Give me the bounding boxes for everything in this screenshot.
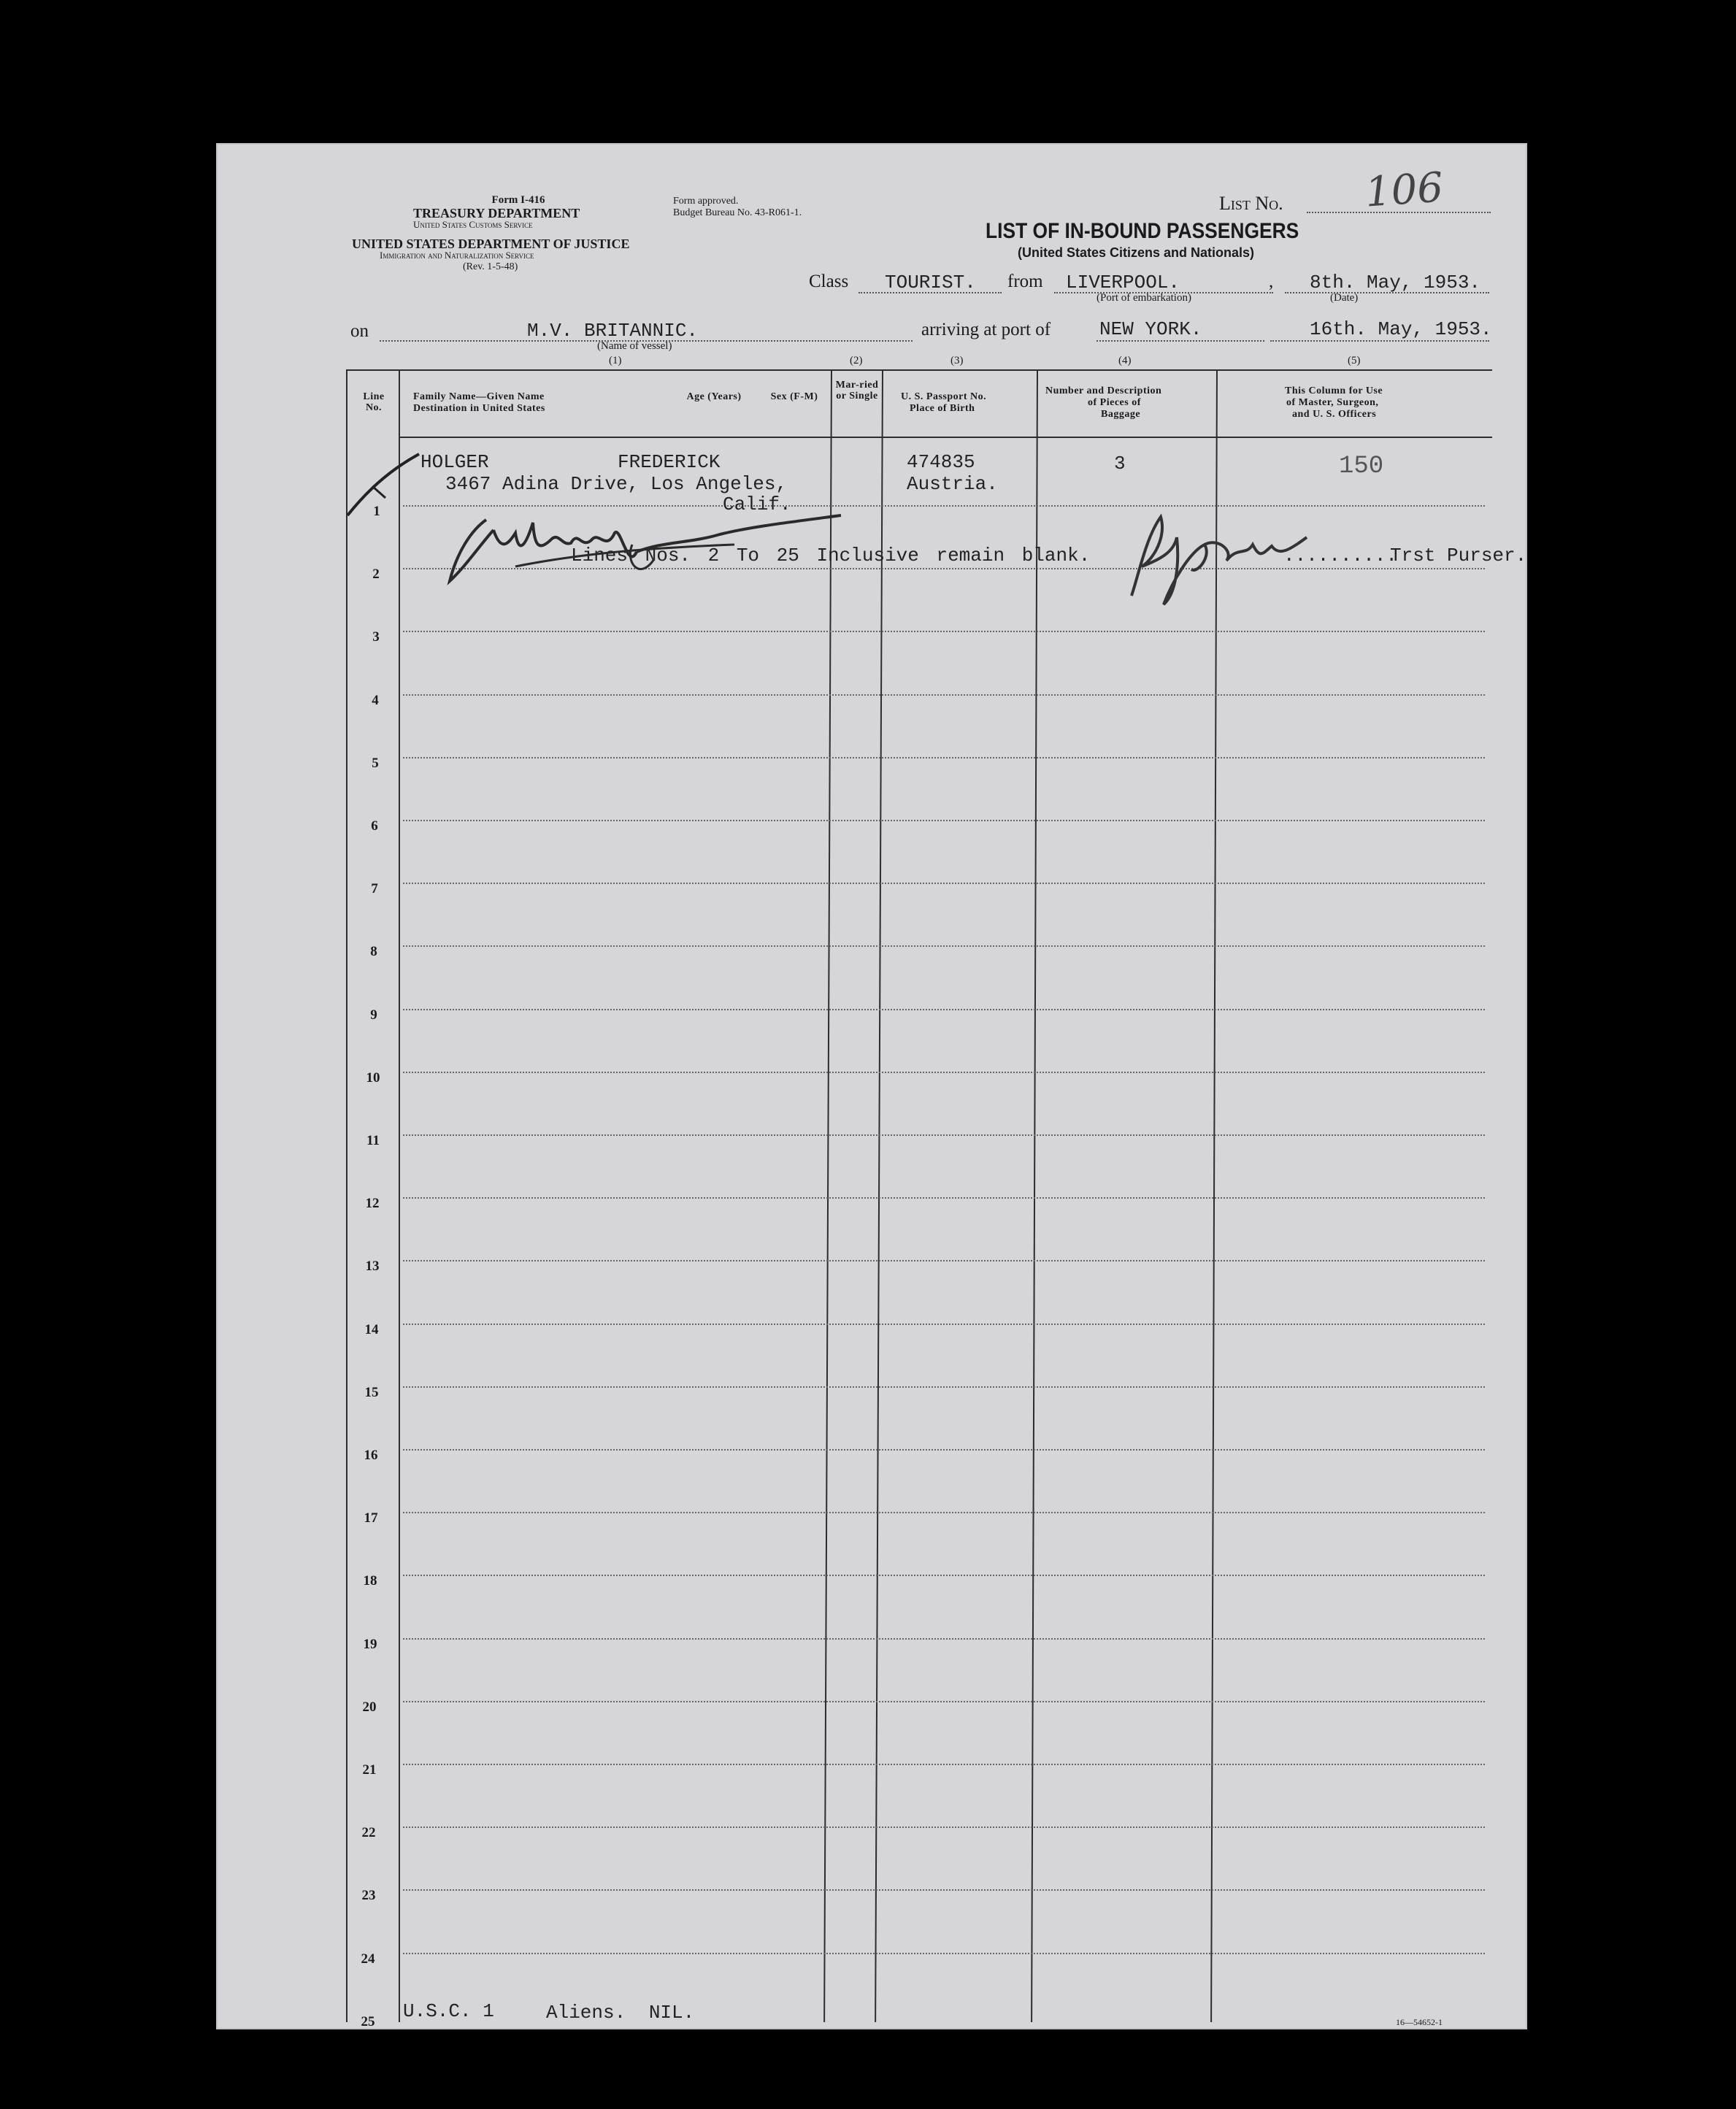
vessel-caption: (Name of vessel) (597, 340, 672, 352)
line-number: 8 (370, 944, 377, 959)
entry-given-name: FREDERICK (618, 451, 721, 473)
entry-family-name: HOLGER (420, 451, 489, 473)
blank-lines-note: Lines Nos. 2 To 25 Inclusive remain blank. (571, 545, 1091, 566)
line-rule (403, 1072, 1485, 1073)
line-number: 25 (361, 2014, 375, 2029)
caption-2: (2) (850, 355, 863, 366)
line-rule (403, 1009, 1485, 1010)
form-approved: Form approved. (673, 196, 739, 207)
line-number: 10 (366, 1070, 380, 1086)
line-rule (403, 1575, 1485, 1576)
line-number: 4 (372, 693, 379, 708)
manifest-page (216, 143, 1527, 2029)
line-rule (403, 631, 1485, 632)
entry-officer-mark: 150 (1339, 453, 1384, 480)
col-head-birthplace: Place of Birth (910, 403, 975, 414)
line-number: 13 (365, 1259, 380, 1274)
check-mark (343, 450, 423, 520)
col-head-sex: Sex (F-M) (770, 391, 818, 402)
line-rule (403, 1701, 1485, 1702)
line-rule (403, 694, 1485, 696)
line-number: 11 (366, 1133, 380, 1148)
col-head-destination: Destination in United States (413, 403, 545, 414)
arrival-port: NEW YORK. (1099, 318, 1202, 340)
date-caption: (Date) (1330, 292, 1359, 304)
col-head-officers-1: This Column for Use (1285, 385, 1383, 396)
line-rule (403, 1638, 1485, 1640)
line-number: 23 (361, 1888, 376, 1903)
line-rule (403, 1764, 1485, 1765)
table-head-rule (400, 437, 1492, 438)
line-number: 18 (363, 1573, 377, 1589)
list-no-value: 106 (1363, 164, 1445, 217)
col-head-officers-2: of Master, Surgeon, (1286, 397, 1379, 408)
caption-5: (5) (1348, 355, 1361, 366)
line-number: 1 (373, 504, 380, 519)
purser-title: Trst Purser. (1390, 545, 1527, 566)
treasury-dept: TREASURY DEPARTMENT (413, 206, 580, 220)
customs-service: United States Customs Service (413, 219, 533, 230)
line-number: 7 (371, 881, 378, 896)
entry-birthplace: Austria. (907, 473, 998, 495)
arrival-date: 16th. May, 1953. (1310, 318, 1492, 340)
budget-bureau: Budget Bureau No. 43-R061-1. (673, 207, 802, 218)
line-number: 9 (370, 1007, 377, 1023)
line-rule (403, 945, 1485, 947)
line-number: 14 (364, 1322, 379, 1337)
line-rule (403, 1324, 1485, 1325)
line-number: 16 (364, 1448, 378, 1463)
line-number: 6 (371, 818, 378, 834)
col-head-officers-3: and U. S. Officers (1292, 409, 1377, 420)
footer-aliens: Aliens. NIL. (546, 2002, 695, 2024)
line-rule (403, 1889, 1485, 1891)
col-head-passport: U. S. Passport No. (901, 391, 987, 402)
line-rule (403, 1826, 1485, 1828)
purser-dots: .......... (1283, 545, 1398, 566)
footer-usc: U.S.C. 1 (403, 2000, 494, 2022)
page-title: LIST OF IN-BOUND PASSENGERS (986, 219, 1299, 243)
col-head-baggage-2: of Pieces of (1088, 397, 1141, 408)
list-no-label: List No. (1219, 193, 1283, 214)
col-head-line-no: Line No. (363, 391, 385, 413)
arrival-date-rule (1270, 340, 1489, 342)
line-rule (403, 1449, 1485, 1451)
line-rule (403, 1953, 1485, 1954)
col-head-baggage-3: Baggage (1101, 409, 1141, 420)
line-number: 21 (362, 1762, 377, 1778)
line-rule (403, 820, 1485, 821)
from-label: from (1007, 272, 1043, 291)
line-number: 5 (372, 756, 379, 771)
entry-address-2: Calif. (723, 493, 791, 515)
col-head-married: Mar-ried or Single (835, 380, 879, 402)
entry-passport-no: 474835 (907, 451, 975, 473)
arriving-label: arriving at port of (921, 320, 1051, 339)
entry-baggage: 3 (1114, 453, 1126, 475)
line-number: 12 (365, 1196, 380, 1211)
line-rule (403, 1260, 1485, 1261)
line-number: 19 (363, 1637, 377, 1652)
line-number: 15 (364, 1385, 379, 1400)
form-number: Form I-416 (491, 194, 545, 206)
col-head-baggage-1: Number and Description (1045, 385, 1162, 396)
line-number: 17 (364, 1510, 378, 1526)
passenger-signature (442, 501, 851, 596)
port-caption: (Port of embarkation) (1096, 292, 1191, 304)
from-value: LIVERPOOL. (1066, 272, 1180, 293)
line-number: 24 (361, 1951, 375, 1967)
page-subtitle: (United States Citizens and Nationals) (1018, 245, 1255, 260)
departure-date: 8th. May, 1953. (1310, 272, 1481, 293)
purser-signature (1110, 508, 1314, 610)
line-number: 20 (362, 1699, 377, 1715)
line-rule (403, 883, 1485, 884)
col-head-age: Age (Years) (686, 391, 742, 402)
table-top-rule (346, 369, 1492, 371)
caption-3: (3) (950, 355, 964, 366)
on-label: on (350, 321, 369, 341)
immigration-service: Immigration and Naturalization Service (380, 250, 534, 261)
line-rule (403, 1386, 1485, 1388)
line-rule (403, 1134, 1485, 1136)
date-comma: , (1269, 272, 1274, 291)
class-value: TOURIST. (885, 272, 976, 293)
line-number: 22 (361, 1825, 376, 1840)
line-rule (403, 757, 1485, 758)
line-rule (403, 1512, 1485, 1513)
line-number: 2 (372, 566, 380, 582)
entry-address-1: 3467 Adina Drive, Los Angeles, (445, 473, 788, 495)
caption-1: (1) (609, 355, 622, 366)
class-label: Class (809, 272, 849, 291)
caption-4: (4) (1118, 355, 1132, 366)
revision-date: (Rev. 1-5-48) (463, 261, 518, 272)
line-number: 3 (372, 629, 380, 645)
arrival-port-rule (1096, 340, 1264, 342)
col-head-name: Family Name—Given Name (413, 391, 545, 402)
print-code: 16—54652-1 (1396, 2017, 1443, 2027)
justice-dept: UNITED STATES DEPARTMENT OF JUSTICE (352, 237, 630, 251)
line-rule (403, 1197, 1485, 1199)
vessel-name: M.V. BRITANNIC. (527, 320, 699, 342)
